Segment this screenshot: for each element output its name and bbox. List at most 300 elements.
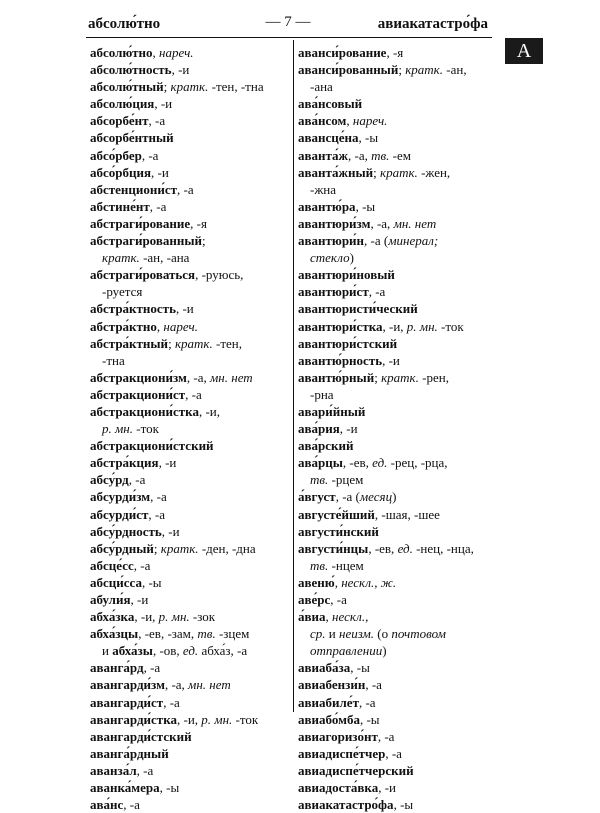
dictionary-entry-line <box>298 352 494 369</box>
entry-text: -ток <box>437 318 464 334</box>
entry-text: ; <box>153 540 161 556</box>
entry-text: , -и <box>382 352 400 368</box>
entry-text: -рен, <box>418 369 449 385</box>
entry-text: (о <box>374 626 392 642</box>
headword: авантюри́ст <box>298 284 369 300</box>
grammatical-note: тв. <box>310 472 329 488</box>
entry-text: , -а, <box>164 677 189 693</box>
entry-text: , -а <box>358 694 376 710</box>
entry-text: ; <box>168 335 175 351</box>
dictionary-entry-line <box>298 574 494 591</box>
headword: аванси́рованный <box>298 62 399 78</box>
dictionary-entry-line <box>298 523 494 540</box>
entry-text: -рна <box>310 386 334 402</box>
dictionary-entry-line <box>298 506 494 523</box>
entry-text: , -а <box>133 557 151 573</box>
entry-text: , -а <box>177 181 194 197</box>
entry-text: , -а <box>377 728 395 744</box>
dictionary-entry-line <box>90 129 290 146</box>
entry-text: , -и, <box>382 318 407 334</box>
headword: аванта́жный <box>298 164 374 180</box>
grammatical-note: кратк. <box>160 540 199 556</box>
entry-text: , -ы <box>393 797 414 813</box>
dictionary-entry-line <box>298 540 494 557</box>
dictionary-entry-line <box>298 249 494 266</box>
grammatical-note: ср. <box>310 626 326 642</box>
grammatical-note: тв. <box>310 557 329 573</box>
left-column <box>90 44 290 813</box>
dictionary-entry-line <box>298 335 494 352</box>
headword: абха́зы <box>112 643 153 659</box>
dictionary-entry-line <box>298 454 494 471</box>
headword: авиаба́за <box>298 660 351 676</box>
entry-text: , -и <box>171 62 190 78</box>
entry-text: -нец, -нца, <box>412 540 474 556</box>
dictionary-entry-line <box>90 488 290 505</box>
dictionary-entry-line <box>90 642 290 659</box>
entry-text: , -я <box>190 215 207 231</box>
grammatical-note: кратк. <box>170 79 209 95</box>
entry-text: , -а <box>143 660 161 676</box>
header-rule <box>86 37 492 38</box>
headword: абули́я <box>90 592 131 607</box>
headword: авангарди́стский <box>90 728 192 744</box>
dictionary-entry-line <box>298 129 494 146</box>
headword: аванга́рдный <box>90 745 169 761</box>
dictionary-entry-line <box>298 386 494 403</box>
entry-text: , -и <box>158 455 177 471</box>
entry-text: ; <box>163 79 171 95</box>
dictionary-entry-line <box>90 44 290 61</box>
dictionary-entry-line <box>298 369 494 386</box>
headword: абстракциони́стский <box>90 438 214 454</box>
dictionary-entry-line <box>90 625 290 642</box>
entry-text: , -а, <box>186 369 210 385</box>
grammatical-note: нареч. <box>352 113 388 129</box>
entry-text: , -ы <box>159 780 180 796</box>
entry-text: -нцем <box>328 557 364 573</box>
headword: аванта́ж <box>298 147 348 163</box>
headword: ава́нс <box>90 797 124 813</box>
headword: авиадиспе́тчер <box>298 745 386 761</box>
headword: абха́зцы <box>90 626 139 642</box>
entry-text: , -и <box>130 592 149 607</box>
entry-text: , -а <box>368 284 386 300</box>
dictionary-entry-line <box>90 676 290 693</box>
headword: авиабиле́т <box>298 694 359 710</box>
grammatical-note: мн. нет <box>210 369 253 385</box>
entry-text: , -ев, <box>368 540 398 556</box>
entry-text: -жен, <box>417 164 451 180</box>
dictionary-entry-line <box>298 779 494 796</box>
dictionary-entry-line <box>90 198 290 215</box>
entry-text: -ден, -дна <box>198 540 256 556</box>
dictionary-entry-line <box>298 437 494 454</box>
grammatical-note: кратк. <box>102 250 140 266</box>
dictionary-entry-line <box>90 249 290 266</box>
entry-text: , -и <box>339 421 358 437</box>
headword: аванка́мера <box>90 780 160 796</box>
headword: августи́нский <box>298 523 379 539</box>
headword: абстраги́рование <box>90 215 191 231</box>
headword: абсорбе́нт <box>90 113 149 129</box>
headword: авантю́рность <box>298 352 383 368</box>
dictionary-entry-line <box>90 386 290 403</box>
dictionary-entry-line <box>90 728 290 745</box>
entry-text: , -а, <box>347 147 372 163</box>
headword: абсци́сса <box>90 574 142 590</box>
dictionary-entry-line <box>90 403 290 420</box>
headword: ава́рцы <box>298 455 343 471</box>
entry-text: -ток <box>133 421 159 437</box>
dictionary-entry-line <box>298 283 494 300</box>
dictionary-entry-line <box>298 198 494 215</box>
grammatical-note: нескл., <box>332 609 369 625</box>
entry-text: -зцем <box>215 626 250 642</box>
entry-text: , -а ( <box>364 233 389 249</box>
entry-text: ) <box>349 250 354 266</box>
headword: абстра́ктный <box>90 335 169 351</box>
entry-text: , -ы <box>359 711 380 727</box>
headword: абсце́сс <box>90 557 134 573</box>
dictionary-entry-line <box>90 112 290 129</box>
entry-text: , -и, <box>134 609 159 625</box>
entry-text: , -а, <box>370 215 394 231</box>
entry-text: , -ы <box>355 198 376 214</box>
dictionary-entry-line <box>90 164 290 181</box>
entry-text: -рцем <box>328 472 364 488</box>
headword: абсо́рбция <box>90 164 152 180</box>
headword: абсу́рдность <box>90 523 162 539</box>
dictionary-entry-line <box>298 471 494 488</box>
entry-text: , -а <box>163 694 180 710</box>
entry-text: , -и, <box>177 711 202 727</box>
dictionary-entry-line <box>298 642 494 659</box>
entry-text: -тна <box>102 352 125 368</box>
headword: абсорбе́нтный <box>90 130 174 146</box>
dictionary-entry-line <box>298 745 494 762</box>
dictionary-entry-line <box>90 335 290 352</box>
entry-text: , -а <box>123 797 140 813</box>
entry-text: , -а <box>149 198 167 214</box>
entry-text: , -а <box>330 592 347 607</box>
dictionary-entry-line <box>90 574 290 591</box>
grammatical-note: кратк. <box>405 62 444 78</box>
dictionary-entry-line <box>90 78 290 95</box>
dictionary-entry-line <box>298 300 494 317</box>
grammatical-note: мн. нет <box>188 677 231 693</box>
headword: абсу́рд <box>90 472 129 488</box>
headword: абстракциони́ст <box>90 386 186 402</box>
dictionary-entry-line <box>90 283 290 300</box>
entry-text: , <box>346 113 353 129</box>
dictionary-entry-line <box>90 61 290 78</box>
entry-text: ; <box>398 62 406 78</box>
entry-text: , -ы <box>350 660 370 676</box>
headword: абстракциони́зм <box>90 369 187 385</box>
dictionary-entry-line <box>90 608 290 625</box>
dictionary-entry-line <box>90 471 290 488</box>
headword: авиабензи́н <box>298 677 366 693</box>
entry-text: ; <box>373 164 380 180</box>
headword: авиадоста́вка <box>298 780 379 796</box>
headword: аве́рс <box>298 592 331 607</box>
headword: ава́нсовый <box>298 96 363 112</box>
entry-text: , -а <box>148 113 166 129</box>
grammatical-note: р. мн. <box>158 609 190 625</box>
dictionary-entry-line <box>90 796 290 813</box>
dictionary-entry-line <box>298 557 494 574</box>
headword: авари́йный <box>298 403 366 419</box>
entry-text: -ана <box>310 79 333 95</box>
dictionary-entry-line <box>298 676 494 693</box>
dictionary-entry-line <box>298 608 494 625</box>
headword: авантюри́н <box>298 233 365 249</box>
entry-text: , -руюсь, <box>195 267 244 283</box>
dictionary-entry-line <box>90 181 290 198</box>
headword: абсолю́тный <box>90 79 164 95</box>
dictionary-entry-line <box>90 711 290 728</box>
headword: авангарди́ст <box>90 694 164 710</box>
entry-text: -ан, -ана <box>139 250 190 266</box>
entry-text: , -и <box>151 164 169 180</box>
entry-text: и <box>102 643 113 659</box>
dictionary-entry-line <box>90 215 290 232</box>
headword: абсолю́ция <box>90 96 155 112</box>
dictionary-entry-line <box>90 95 290 112</box>
grammatical-note: нескл., ж. <box>341 574 397 590</box>
headword: абха́зка <box>90 609 135 625</box>
dictionary-entry-line <box>298 728 494 745</box>
dictionary-entry-line <box>90 420 290 437</box>
dictionary-entry-line <box>298 61 494 78</box>
dictionary-entry-line <box>90 437 290 454</box>
entry-text: , -и <box>154 96 173 112</box>
grammatical-note: кратк. <box>381 369 419 385</box>
entry-text: -тен, -тна <box>208 79 264 95</box>
dictionary-entry-line <box>90 591 290 608</box>
entry-text: ; <box>202 233 206 249</box>
entry-text: , -и <box>378 780 397 796</box>
headword: авиадиспе́тчерский <box>298 762 414 778</box>
grammatical-note: мн. нет <box>393 215 437 231</box>
entry-text: -ан, <box>443 62 467 78</box>
entry-text: -рец, -рца, <box>387 455 448 471</box>
headword: авантюри́зм <box>298 215 371 231</box>
headword: абсурди́ст <box>90 506 149 522</box>
headword: абстракциони́стка <box>90 403 199 419</box>
entry-text: , -я <box>386 45 404 60</box>
entry-text: -жна <box>310 181 337 197</box>
grammatical-note: ед. <box>182 643 199 659</box>
dictionary-entry-line <box>298 591 494 608</box>
entry-text: -ток <box>232 711 259 727</box>
entry-text: -руется <box>102 284 143 300</box>
dictionary-entry-line <box>298 147 494 164</box>
entry-text: ; <box>374 369 382 385</box>
headword: ава́нсом <box>298 113 347 129</box>
dictionary-entry-line <box>90 557 290 574</box>
grammatical-note: р. мн. <box>201 711 233 727</box>
headword: авиабо́мба <box>298 711 360 727</box>
dictionary-entry-line <box>298 215 494 232</box>
dictionary-entry-line <box>298 112 494 129</box>
header-last-entry: авиакатастро́фа <box>377 16 488 32</box>
headword: а́вгуст <box>298 489 336 505</box>
entry-text: , -а <box>136 762 154 778</box>
grammatical-note: нареч. <box>163 318 198 334</box>
dictionary-entry-line <box>298 796 494 813</box>
headword: абсо́рбер <box>90 147 142 163</box>
dictionary-entry-line <box>298 181 494 198</box>
headword: авантюри́стка <box>298 318 383 334</box>
dictionary-entry-line <box>298 420 494 437</box>
headword: ава́рия <box>298 421 340 437</box>
entry-text: -тен, <box>212 335 242 351</box>
headword: абстраги́рованный <box>90 233 202 249</box>
entry-text: ) <box>382 643 387 659</box>
dictionary-entry-line <box>298 266 494 283</box>
grammatical-note: тв. <box>197 626 216 642</box>
dictionary-entry-line <box>90 352 290 369</box>
entry-text: , -а <box>385 745 402 761</box>
dictionary-entry-line <box>298 232 494 249</box>
dictionary-entry-line <box>298 625 494 642</box>
grammatical-note: кратк. <box>380 164 418 180</box>
headword: абстра́ктно <box>90 318 157 334</box>
dictionary-entry-line <box>298 488 494 505</box>
grammatical-note: кратк. <box>174 335 213 351</box>
grammatical-note: почтовом <box>391 626 446 642</box>
entry-text: , -а <box>365 677 382 693</box>
dictionary-entry-line <box>298 78 494 95</box>
letter-thumb-index: А <box>505 38 543 64</box>
entry-text: , -ы <box>358 130 379 146</box>
dictionary-entry-line <box>298 762 494 779</box>
entry-text: , -шая, -шее <box>374 506 440 522</box>
headword: авиагоризо́нт <box>298 728 378 744</box>
entry-text: , -и, <box>198 403 220 419</box>
column-divider <box>293 40 294 712</box>
grammatical-note: тв. <box>371 147 390 163</box>
dictionary-entry-line <box>298 44 494 61</box>
entry-text: , -а <box>185 386 202 402</box>
grammatical-note: месяц <box>359 489 393 505</box>
headword: аванга́рд <box>90 660 144 676</box>
entry-text: , <box>152 45 160 60</box>
headword: авантюристи́ческий <box>298 301 418 317</box>
grammatical-note: р. мн. <box>406 318 438 334</box>
dictionary-entry-line <box>298 164 494 181</box>
grammatical-note: ед. <box>397 540 413 556</box>
header-first-entry: абсолю́тно <box>88 16 161 32</box>
entry-text: , -ы <box>141 574 162 590</box>
dictionary-entry-line <box>90 147 290 164</box>
entry-text: , -а <box>141 147 159 163</box>
headword: абстра́ктность <box>90 301 176 317</box>
dictionary-entry-line <box>90 694 290 711</box>
grammatical-note: нареч. <box>159 45 194 60</box>
entry-text: -ем <box>389 147 411 163</box>
headword: абсурди́зм <box>90 489 151 505</box>
entry-text: , -а <box>148 506 165 522</box>
headword: ава́рский <box>298 438 354 454</box>
headword: авеню́ <box>298 574 335 590</box>
dictionary-entry-line <box>90 506 290 523</box>
headword: авантю́ра <box>298 198 356 214</box>
entry-text: абха́з, -а <box>198 643 248 659</box>
dictionary-entry-line <box>298 95 494 112</box>
entry-text: , <box>334 574 342 590</box>
grammatical-note: неизм. <box>339 626 375 642</box>
dictionary-entry-line <box>298 694 494 711</box>
dictionary-entry-line <box>90 266 290 283</box>
entry-text: , -ов, <box>152 643 183 659</box>
dictionary-entry-line <box>298 711 494 728</box>
dictionary-entry-line <box>90 523 290 540</box>
dictionary-entry-line <box>90 454 290 471</box>
entry-text: -зок <box>189 609 216 625</box>
headword: авиакатастро́фа <box>298 797 394 813</box>
entry-text: и <box>325 626 339 642</box>
headword: августе́йший <box>298 506 375 522</box>
dictionary-entry-line <box>90 232 290 249</box>
dictionary-entry-line <box>298 403 494 420</box>
entry-text: , -а ( <box>335 489 360 505</box>
headword: абстра́кция <box>90 455 159 471</box>
dictionary-entry-line <box>90 745 290 762</box>
grammatical-note: минерал; <box>388 233 439 249</box>
headword: абстраги́роваться <box>90 267 196 283</box>
grammatical-note: ед. <box>372 455 388 471</box>
headword: абсолю́тность <box>90 62 172 78</box>
headword: авантюри́стский <box>298 335 398 351</box>
dictionary-entry-line <box>90 762 290 779</box>
dictionary-entry-line <box>90 300 290 317</box>
dictionary-entry-line <box>298 318 494 335</box>
headword: аванси́рование <box>298 45 387 60</box>
entry-text: , <box>156 318 164 334</box>
headword: абстине́нт <box>90 198 150 214</box>
headword: авангарди́зм <box>90 677 165 693</box>
entry-text: , -а <box>150 489 167 505</box>
entry-text: , -ев, <box>342 455 373 471</box>
entry-text: , -и <box>175 301 194 317</box>
headword: абсолю́тно <box>90 45 153 60</box>
running-header <box>88 14 488 36</box>
headword: абсу́рдный <box>90 540 154 556</box>
headword: авантюри́новый <box>298 267 395 283</box>
headword: а́виа <box>298 609 326 625</box>
entry-text: ) <box>392 489 397 505</box>
dictionary-entry-line <box>90 318 290 335</box>
dictionary-entry-line <box>90 659 290 676</box>
right-column <box>298 44 494 813</box>
grammatical-note: р. мн. <box>102 421 133 437</box>
entry-text: , -и <box>161 523 180 539</box>
headword: авангарди́стка <box>90 711 177 727</box>
dictionary-entry-line <box>90 779 290 796</box>
headword: аванза́л <box>90 762 137 778</box>
headword: авансце́на <box>298 130 359 146</box>
headword: августи́нцы <box>298 540 369 556</box>
headword: абстенциони́ст <box>90 181 178 197</box>
grammatical-note: отправлении <box>310 643 383 659</box>
grammatical-note: стекло <box>310 250 350 266</box>
dictionary-entry-line <box>298 659 494 676</box>
page-number: — 7 — <box>265 14 311 30</box>
dictionary-entry-line <box>90 540 290 557</box>
